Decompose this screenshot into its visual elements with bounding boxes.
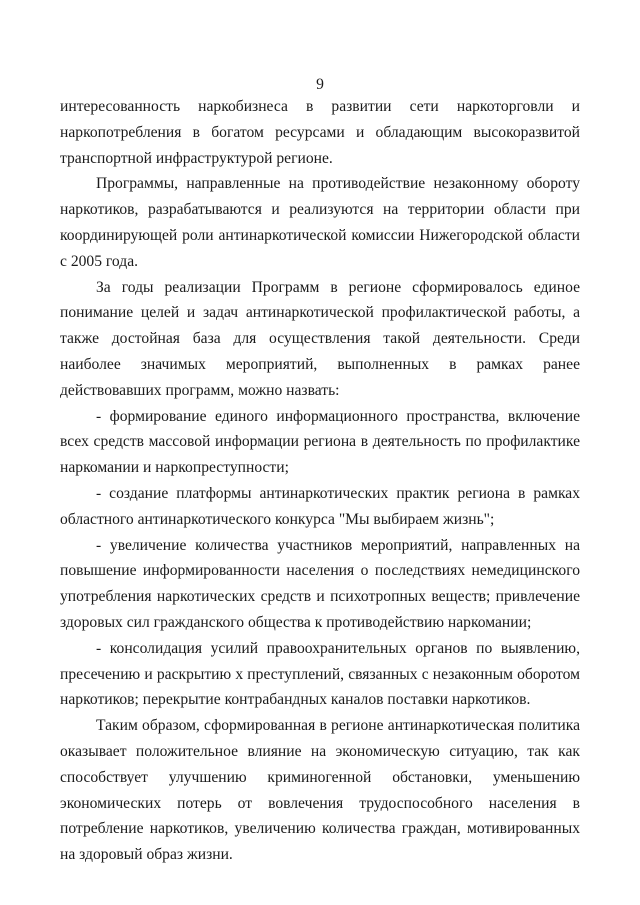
- paragraph-programs: Программы, направленные на противодействие незаконному обороту наркотиков, разрабатываются и реализуются на территории области при координирующей роли антинаркотической комиссии Нижегородской области с 2005 года.: [60, 175, 580, 270]
- paragraph-conclusion: Таким образом, сформированная в регионе антинаркотическая политика оказывает положительное влияние на экономическую ситуацию, так как способствует улучшению криминогенной обстановки, уменьшению экономических потерь от вовлечения трудоспособного населения в потребление наркотиков, увеличению количества граждан, мотивированных на здоровый образ жизни.: [60, 717, 580, 864]
- body-text: [60, 94, 580, 868]
- paragraph-continuation: интересованность наркобизнеса в развитии сети наркоторговли и наркопотребления в богатом ресурсами и обладающим высокоразвитой транспортной инфраструктурой регионе.: [60, 98, 580, 167]
- list-item-platform: - создание платформы антинаркотических практик региона в рамках областного антинаркотического конкурса "Мы выбираем жизнь";: [60, 484, 580, 528]
- page-number: 9: [316, 76, 324, 93]
- list-item-information-space: - формирование единого информационного пространства, включение всех средств массовой информации региона в деятельность по профилактике наркомании и наркопреступности;: [60, 407, 580, 477]
- list-item-participants: - увеличение количества участников мероприятий, направленных на повышение информированности населения о последствиях немедицинского употребления наркотических средств и психотропных веществ; привлечение здоровых сил гражданского общества к противодействию наркомании;: [60, 536, 580, 631]
- list-item-consolidation: - консолидация усилий правоохранительных органов по выявлению, пресечению и раскрытию х преступлений, связанных с незаконным оборотом наркотиков; перекрытие контрабандных каналов поставки наркотиков.: [60, 639, 580, 709]
- paragraph-achievements: За годы реализации Программ в регионе сформировалось единое понимание целей и задач антинаркотической профилактической работы, а также достойная база для осуществления такой деятельности. Среди наиболее значимых мероприятий, выполненных в рамках ранее действовавших программ, можно назвать:: [60, 278, 580, 399]
